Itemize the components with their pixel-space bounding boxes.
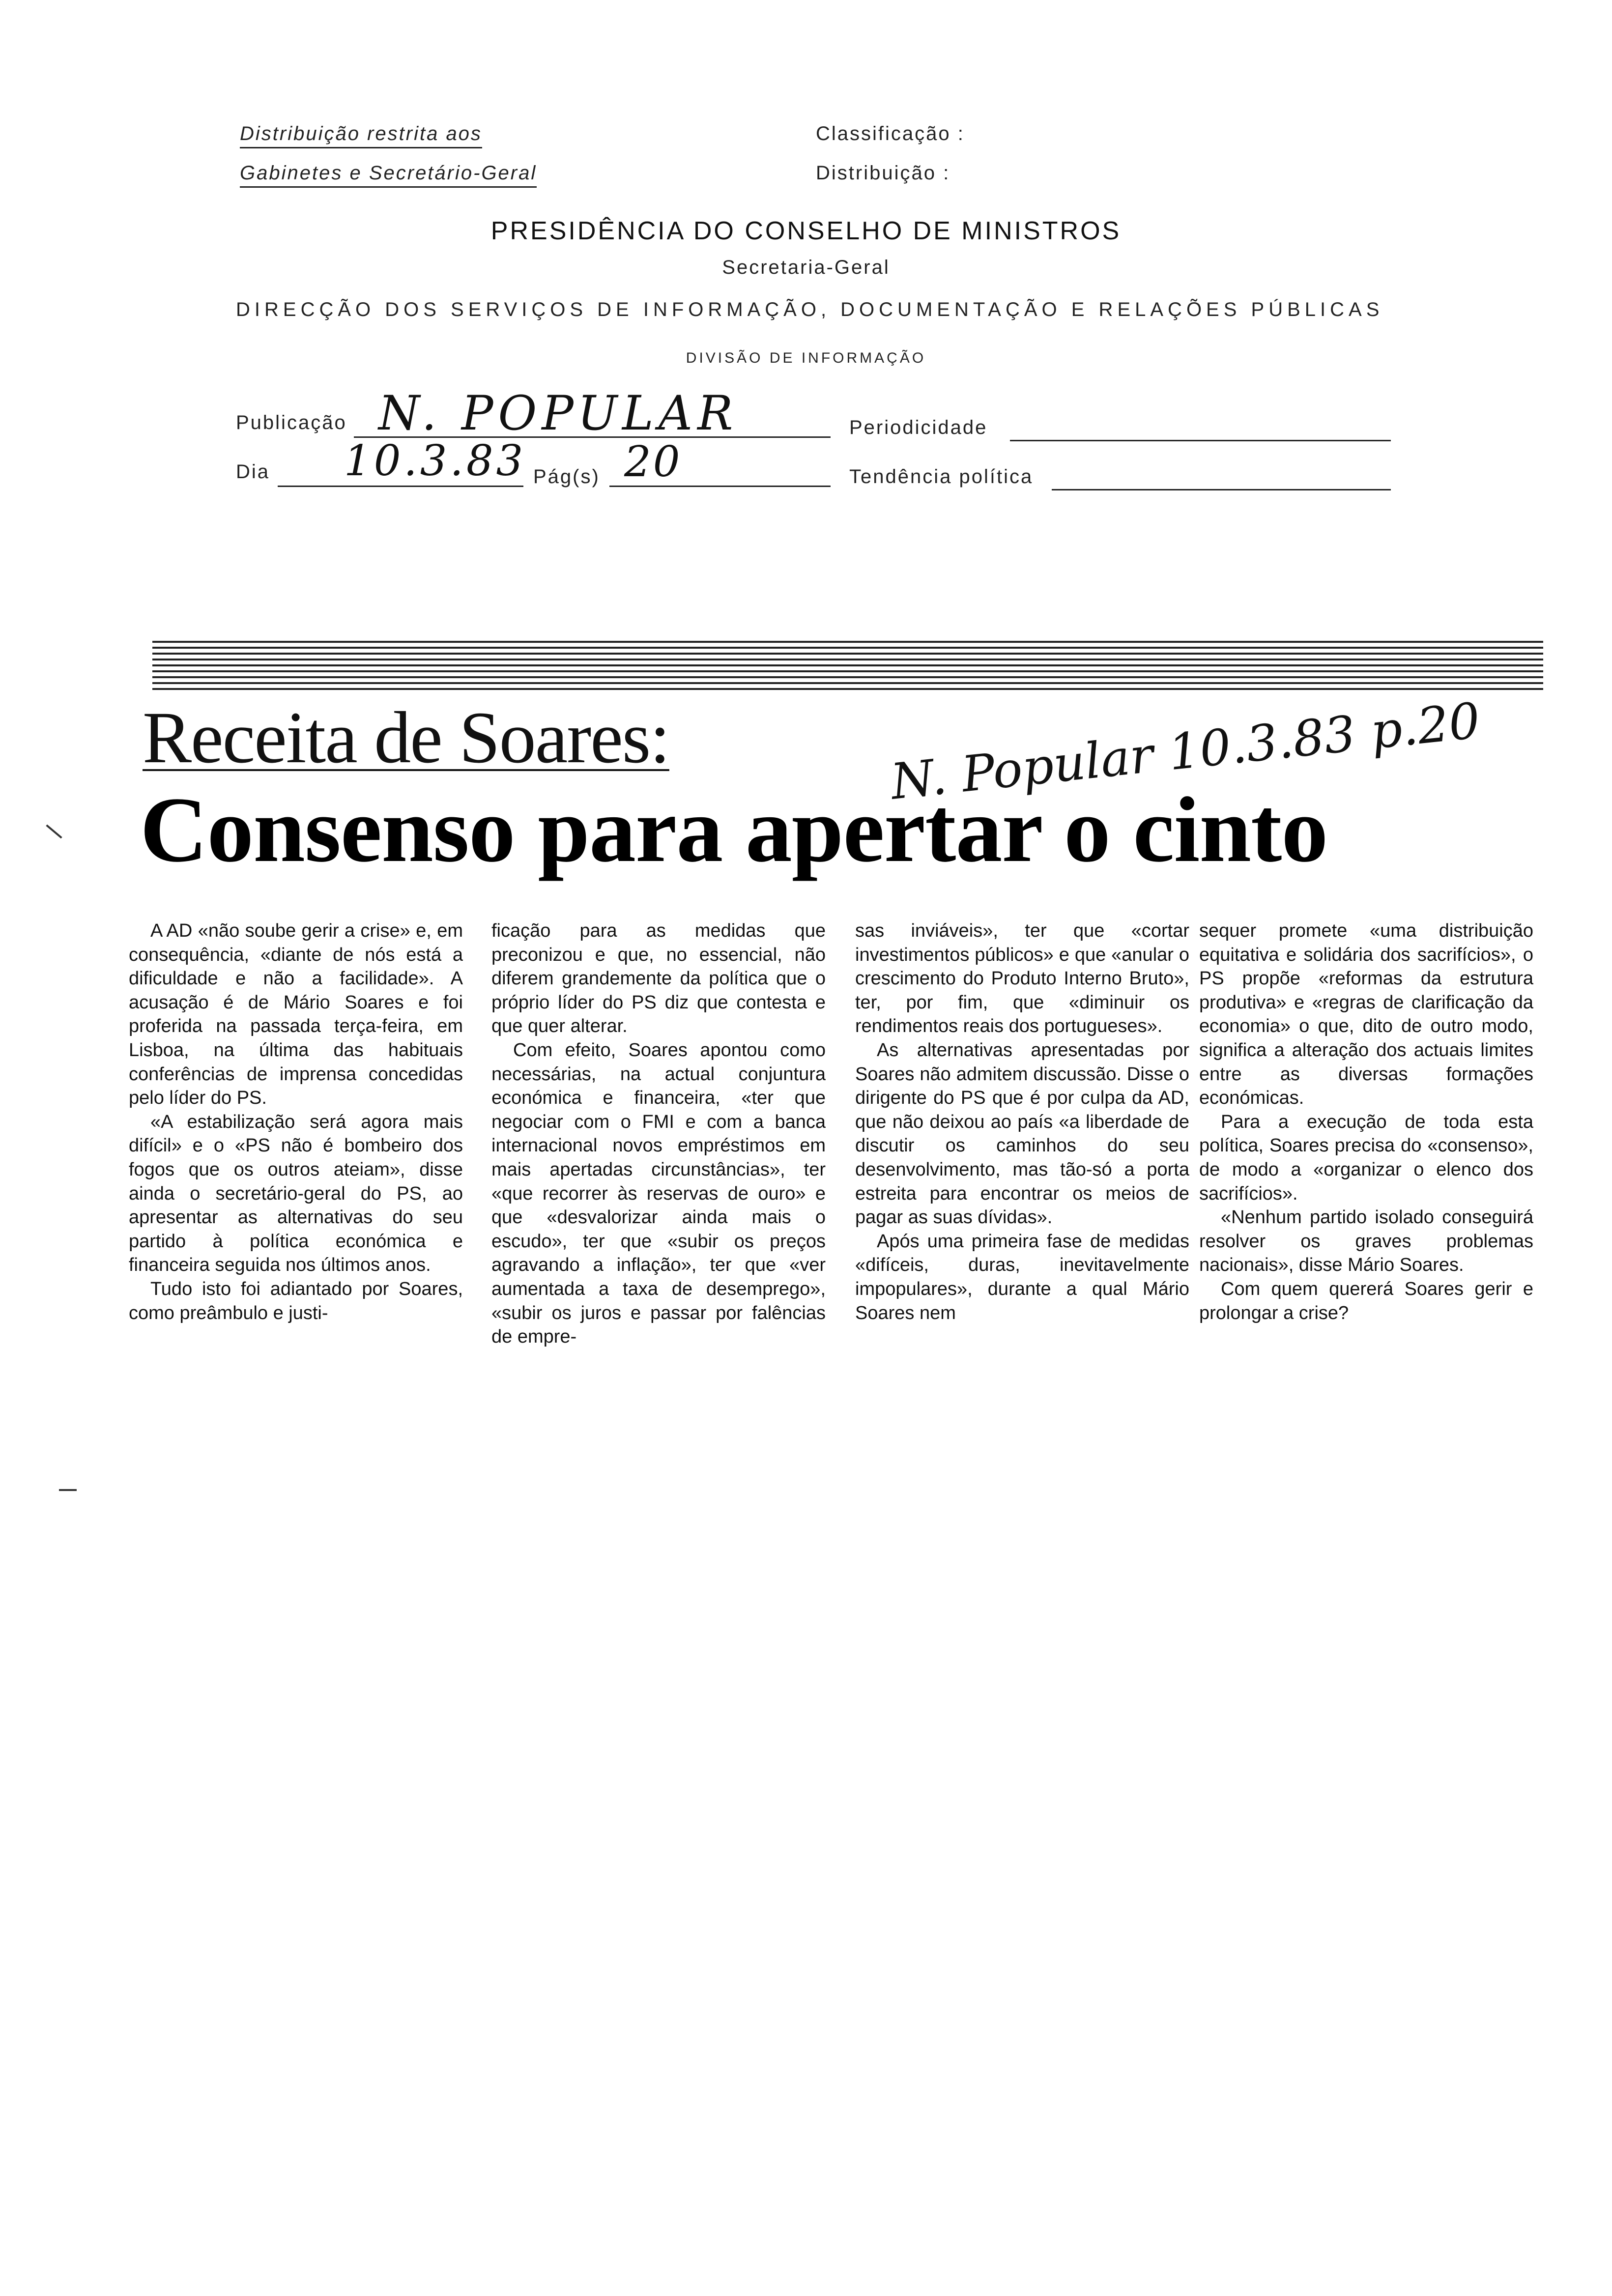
article-column-2 <box>491 919 826 1349</box>
article-paragraph: As alternativas apresentadas por Soares não admitem discussão. Disse o dirigente do PS que é por culpa da AD, que não deixou ao país «a liberdade de discutir os caminhos do seu desenvolvimento, mas tão-só a porta estreita para encontrar os meios de pagar as suas dívidas». <box>855 1039 1189 1228</box>
org-title: PRESIDÊNCIA DO CONSELHO DE MINISTROS <box>490 217 1122 245</box>
article-column-4 <box>1199 919 1533 1325</box>
article-paragraph: «A estabilização será agora mais difícil» e o «PS não é bombeiro dos fogos que os outros ateiam», disse ainda o secretário-geral do PS, ao apresentar as alternativas do seu partido à política económica e financeira seguida nos últimos anos. <box>129 1111 463 1276</box>
dia-line <box>278 486 523 487</box>
tendencia-line <box>1052 489 1391 490</box>
article-paragraph: A AD «não soube gerir a crise» e, em consequência, «diante de nós está a dificuldade e não a facilidade». A acusação é de Mário Soares e foi proferida na passada terça-feira, em Lisboa, na última das habituais conferências de imprensa concedidas pelo líder do PS. <box>129 920 463 1109</box>
publicacao-label: Publicação <box>236 412 347 433</box>
handwritten-annotation: N. Popular 10.3.83 p.20 <box>888 691 1483 811</box>
article-paragraph: Com quem quererá Soares gerir e prolongar a crise? <box>1199 1278 1533 1323</box>
classificacao-label: Classificação : <box>816 123 965 144</box>
article-paragraph: ficação para as medidas que preconizou e que, no essencial, não diferem grandemente da política que o próprio líder do PS diz que contesta e que quer alterar. <box>491 920 826 1037</box>
article-column-3 <box>855 919 1189 1325</box>
article-paragraph: Após uma primeira fase de medidas «difíceis, duras, inevitavelmente impopulares», durante a qual Mário Soares nem <box>855 1231 1189 1323</box>
headline-kicker: Receita de Soares: <box>143 697 669 778</box>
publicacao-handwritten: N. POPULAR <box>378 386 738 441</box>
article-paragraph: Tudo isto foi adiantado por Soares, como preâmbulo e justi- <box>129 1278 463 1323</box>
article-paragraph: Com efeito, Soares apontou como necessárias, na actual conjuntura económica e financeira, «ter que negociar com o FMI e com a banca internacional novos empréstimos em mais apertadas circunstâncias», ter «que recorrer às reservas de ouro» e que «desvalorizar ainda mais o escudo», ter que «subir os preços agravando a inflação», ter que «ver aumentada a taxa de desemprego», «subir os juros e passar por falências de empre- <box>491 1039 826 1348</box>
dia-handwritten: 10.3.83 <box>344 436 526 486</box>
pags-label: Pág(s) <box>533 466 600 488</box>
distribuicao-label: Distribuição : <box>816 162 950 184</box>
tendencia-label: Tendência política <box>849 466 1034 488</box>
secretaria-geral: Secretaria-Geral <box>722 257 890 278</box>
article-paragraph: sas inviáveis», ter que «cortar investimentos públicos» e que «anular o crescimento do Produto Interno Bruto», ter, por fim, que «diminuir os rendimentos reais dos portugueses». <box>855 920 1189 1037</box>
dia-label: Dia <box>236 461 270 483</box>
article-paragraph: «Nenhum partido isolado conseguirá resolver os graves problemas nacionais», disse Mário Soares. <box>1199 1207 1533 1276</box>
distribution-line-2: Gabinetes e Secretário-Geral <box>240 162 537 188</box>
scan-mark <box>59 1489 77 1491</box>
periodicidade-label: Periodicidade <box>849 417 988 438</box>
article-paragraph: sequer promete «uma distribuição equitativa e solidária dos sacrifícios», o PS propõe «reformas da estrutura produtiva» e «regras de clarificação da economia» o que, dito de outro modo, significa a alteração dos actuais limites entre as diversas formações económicas. <box>1199 920 1533 1109</box>
scan-mark <box>46 825 62 839</box>
periodicidade-line <box>1010 440 1391 441</box>
direccao-line: DIRECÇÃO DOS SERVIÇOS DE INFORMAÇÃO, DOCUMENTAÇÃO E RELAÇÕES PÚBLICAS <box>236 299 1384 320</box>
pags-handwritten: 20 <box>624 437 682 487</box>
distribution-line-1: Distribuição restrita aos <box>240 123 482 148</box>
divisao-informacao: DIVISÃO DE INFORMAÇÃO <box>686 350 926 366</box>
article-paragraph: Para a execução de toda esta política, Soares precisa do «consenso», de modo a «organizar o elenco dos sacrifícios». <box>1199 1111 1533 1204</box>
headline-main: Consenso para apertar o cinto <box>140 778 1328 882</box>
article-column-1 <box>129 919 463 1325</box>
